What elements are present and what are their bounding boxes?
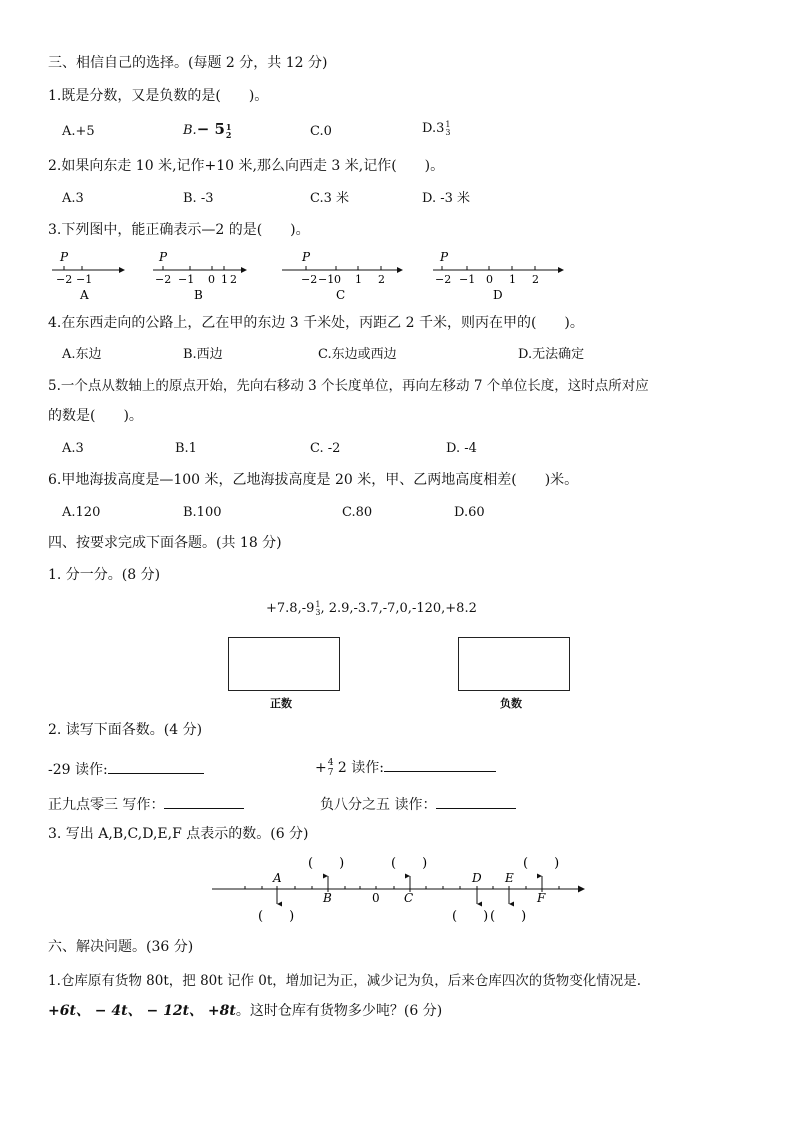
answer-paren-d: ( ) (452, 909, 489, 924)
answer-blank[interactable] (164, 794, 244, 809)
answer-paren-a: ( ) (258, 909, 295, 924)
number-line-a (52, 250, 124, 302)
q3-number-lines (0, 248, 794, 306)
q4-option-b: B.西边 (183, 347, 223, 362)
read-item-2: + 4 7 2 读作: (315, 757, 496, 778)
point-f-label: F (537, 891, 546, 905)
q4-option-a: A.东边 (62, 347, 102, 362)
tick-label: 1 (355, 273, 362, 286)
tick-label: −1 (318, 273, 335, 286)
q3-stem: 3.下列图中，能正确表示—2 的是( )。 (48, 222, 310, 238)
q4-option-d: D.无法确定 (518, 347, 585, 362)
classify-numbers: +7.8,-9 1 3 , 2.9,-3.7,-7,0,-120,+8.2 (266, 599, 477, 617)
q2-option-b: B. -3 (183, 191, 214, 206)
tick-label: −1 (76, 273, 93, 286)
answer-blank[interactable] (384, 757, 496, 772)
point-e-label: E (505, 871, 514, 885)
tick-label: −1 (178, 273, 195, 286)
point-b-label: B (323, 891, 332, 905)
tick-label: −2 (155, 273, 172, 286)
q1-option-b: B.− 5 1 2 (183, 120, 232, 140)
q6-option-d: D.60 (454, 505, 485, 520)
diagram-label-c: C (336, 288, 346, 302)
section3-title: 三、相信自己的选择。(每题 2 分，共 12 分) (48, 55, 328, 71)
tick-label: 1 (221, 273, 228, 286)
q1-option-c: C.0 (310, 124, 332, 139)
number-line-c (282, 250, 402, 302)
q1-stem: 1.既是分数，又是负数的是( )。 (48, 88, 269, 104)
positive-box-label: 正数 (270, 697, 292, 710)
q2-option-a: A.3 (62, 191, 84, 206)
diagram-label-a: A (80, 288, 89, 302)
problem1-line2: +6t、 − 4t、 − 12t、 +8t。这时仓库有货物多少吨？(6 分) (48, 1003, 443, 1019)
q2-option-d: D. -3 米 (422, 191, 471, 206)
part1-title: 1. 分一分。(8 分) (48, 567, 161, 583)
q4-option-c: C.东边或西边 (318, 347, 397, 362)
point-p-a: P (60, 250, 69, 264)
negative-box-label: 负数 (500, 697, 522, 710)
q5-stem-line1: 5.一个点从数轴上的原点开始，先向右移动 3 个长度单位，再向左移动 7 个单位长度，这时点所对应 (48, 378, 649, 394)
q4-stem: 4.在东西走向的公路上，乙在甲的东边 3 千米处，丙距乙 2 千米，则丙在甲的( )。 (48, 315, 584, 331)
q5-stem-line2: 的数是( )。 (48, 408, 143, 424)
tick-label: −2 (435, 273, 452, 286)
points-number-line (0, 850, 794, 928)
tick-label: 1 (509, 273, 516, 286)
tick-label: 2 (532, 273, 539, 286)
q6-stem: 6.甲地海拔高度是—100 米，乙地海拔高度是 20 米，甲、乙两地高度相差( )米。 (48, 472, 579, 488)
q6-option-a: A.120 (62, 505, 101, 520)
section6-title: 六、解决问题。(36 分) (48, 939, 194, 955)
negative-box[interactable] (458, 637, 570, 691)
q2-stem: 2.如果向东走 10 米,记作+10 米,那么向西走 3 米,记作( )。 (48, 158, 445, 174)
answer-paren-e: ( ) (490, 909, 527, 924)
point-p-c: P (302, 250, 311, 264)
positive-box[interactable] (228, 637, 340, 691)
q2-option-c: C.3 米 (310, 191, 350, 206)
read-item-4: 负八分之五 读作： (320, 794, 516, 814)
tick-label: 0 (486, 273, 493, 286)
point-a-label: A (273, 871, 282, 885)
q6-option-c: C.80 (342, 505, 373, 520)
q5-option-c: C. -2 (310, 441, 341, 456)
answer-blank[interactable] (108, 759, 204, 774)
read-item-1: -29 读作: (48, 759, 204, 779)
part3-title: 3. 写出 A,B,C,D,E,F 点表示的数。(6 分) (48, 826, 309, 842)
section4-title: 四、按要求完成下面各题。(共 18 分) (48, 535, 282, 551)
number-line-b (153, 250, 246, 302)
tick-label: 0 (208, 273, 215, 286)
diagram-label-d: D (493, 288, 503, 302)
answer-paren-f: ( ) (523, 856, 560, 871)
origin-label: 0 (372, 891, 380, 905)
q5-option-a: A.3 (62, 441, 84, 456)
q1-option-d: D.3 1 3 (422, 119, 451, 137)
point-c-label: C (404, 891, 414, 905)
tick-label: 0 (334, 273, 341, 286)
point-p-b: P (159, 250, 168, 264)
write-item-3: 正九点零三 写作： (48, 794, 244, 814)
q6-option-b: B.100 (183, 505, 222, 520)
tick-label: 2 (230, 273, 237, 286)
q5-option-d: D. -4 (446, 441, 477, 456)
q1-option-a: A.+5 (62, 124, 95, 139)
number-line-d (433, 250, 563, 302)
answer-paren-b: ( ) (308, 856, 345, 871)
q5-option-b: B.1 (175, 441, 197, 456)
problem1-line1: 1.仓库原有货物 80t，把 80t 记作 0t，增加记为正，减少记为负，后来仓库四次的货物变化情况是. (48, 973, 642, 989)
point-d-label: D (472, 871, 482, 885)
tick-label: 2 (378, 273, 385, 286)
diagram-label-b: B (194, 288, 203, 302)
point-p-d: P (440, 250, 449, 264)
tick-label: −2 (301, 273, 318, 286)
answer-paren-c: ( ) (391, 856, 428, 871)
tick-label: −2 (56, 273, 73, 286)
part2-title: 2. 读写下面各数。(4 分) (48, 722, 203, 738)
tick-label: −1 (459, 273, 476, 286)
answer-blank[interactable] (436, 794, 516, 809)
